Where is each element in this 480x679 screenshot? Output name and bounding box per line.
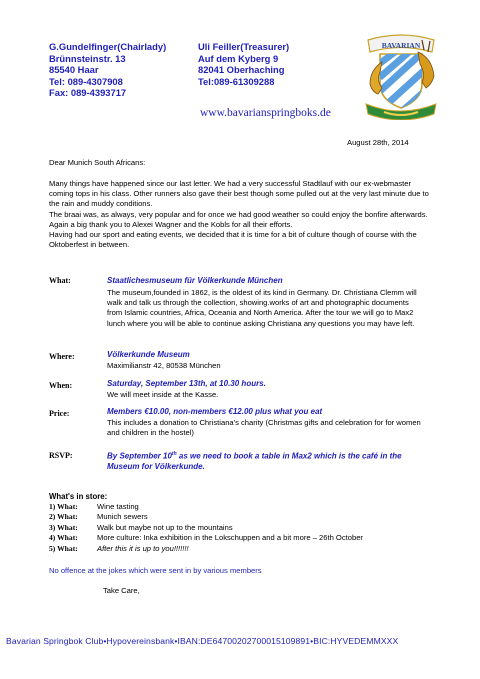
treasurer-tel: Tel:089-61309288 <box>198 75 275 87</box>
store-item-label: 2) What: <box>49 512 78 522</box>
treasurer-name: Uli Feiller(Treasurer) <box>198 41 290 52</box>
rsvp-label: RSVP: <box>49 451 73 460</box>
where-title: Völkerkunde Museum <box>107 350 190 359</box>
paragraph-culture: Having had our sport and eating events, we decided that it is time for a bit of culture though of course with the Oktoberfest in between. <box>49 230 417 250</box>
paragraph-stadtlauf: Many things have happened since our last letter. We had a very successful Stadtlauf with our ex-webmaster coming tops in his class. Other runners also gave their best though some pulled out at the very last minute due to the rain and muddy conditions. <box>49 179 429 209</box>
store-item-text: Walk but maybe not up to the mountains <box>97 522 233 532</box>
store-item <box>49 533 449 543</box>
where-label: Where: <box>49 352 75 361</box>
store-item-label: 1) What: <box>49 502 78 511</box>
what-title: Staatlichesmuseum für Völkerkunde München <box>107 276 283 285</box>
when-title: Saturday, September 13th, at 10.30 hours. <box>107 379 266 388</box>
when-label: When: <box>49 381 73 390</box>
store-item <box>49 502 449 512</box>
website-link[interactable]: www.bavarianspringboks.de <box>200 107 331 119</box>
store-item-text: Munich sewers <box>97 512 148 522</box>
price-label: Price: <box>49 409 70 418</box>
store-item <box>49 544 449 554</box>
store-item-text: After this it is up to you!!!!!!! <box>97 543 189 553</box>
price-title: Members €10.00, non-members €12.00 plus what you eat <box>107 407 323 416</box>
store-item <box>49 523 449 533</box>
jokes-note: No offence at the jokes which were sent in by various members <box>49 566 262 575</box>
price-description: This includes a donation to Christiana's charity (Christmas gifts and celebration for for women and children in the hostel) <box>107 418 421 438</box>
rsvp-date: By September 10 <box>107 451 172 461</box>
chairlady-tel: Tel: 089-4307908 <box>49 75 123 87</box>
rsvp-detail: as we need to book a table in Max2 which is the café in the Museum for Völkerkunde. <box>107 451 402 472</box>
store-heading: What's in store: <box>49 492 108 501</box>
store-item-label: 3) What: <box>49 522 78 532</box>
rsvp-text <box>107 449 425 472</box>
treasurer-street: Auf dem Kyberg 9 <box>198 52 279 64</box>
chairlady-contact <box>49 41 166 99</box>
store-item-text: Wine tasting <box>97 502 139 511</box>
club-logo <box>362 32 440 120</box>
chairlady-name: G.Gundelfinger(Chairlady) <box>49 41 167 52</box>
chairlady-fax: Fax: 089-4393717 <box>49 87 127 98</box>
treasurer-contact <box>198 41 289 87</box>
salutation: Dear Munich South Africans: <box>49 158 146 167</box>
store-item-text: More culture: Inka exhibition in the Lokschuppen and a bit more – 26th October <box>97 533 363 543</box>
chairlady-city: 85540 Haar <box>49 64 99 75</box>
rsvp-date-suffix: th <box>171 451 177 457</box>
store-list <box>49 502 449 554</box>
paragraph-braai: The braai was, as always, very popular and for once we had good weather so could enjoy the bonfire afterwards. Again a big thank you to Alexei Wagner and the Kobls for all their efforts. <box>49 209 428 229</box>
store-item <box>49 512 449 522</box>
chairlady-street: Brünnsteinstr. 13 <box>49 52 126 64</box>
logo-banner-text: BAVARIAN <box>381 41 421 50</box>
intro-paragraphs <box>49 179 431 250</box>
letter-date: August 28th, 2014 <box>347 138 409 147</box>
what-description: The museum,founded in 1862, is the oldest of its kind in Germany. Dr. Christiana Clemm will walk and talk us through the collection, showing.works of art and photographic documents from Islamic countries, Africa, Oceania and North America. After the tour we will go to Max2 lunch where you will be able to continue asking Christiana any questions you may have left. <box>107 288 417 328</box>
bank-footer: Bavarian Springbok Club•Hypovereinsbank•IBAN:DE64700202700015109891•BIC:HYVEDEMMXXX <box>6 636 399 646</box>
what-label: What: <box>49 276 71 285</box>
where-address: Maximilianstr 42, 80538 München <box>107 361 221 370</box>
sign-off: Take Care, <box>103 586 140 595</box>
store-item-label: 5) What: <box>49 543 78 553</box>
treasurer-city: 82041 Oberhaching <box>198 64 285 75</box>
store-item-label: 4) What: <box>49 533 78 543</box>
when-meeting-point: We will meet inside at the Kasse. <box>107 390 219 399</box>
